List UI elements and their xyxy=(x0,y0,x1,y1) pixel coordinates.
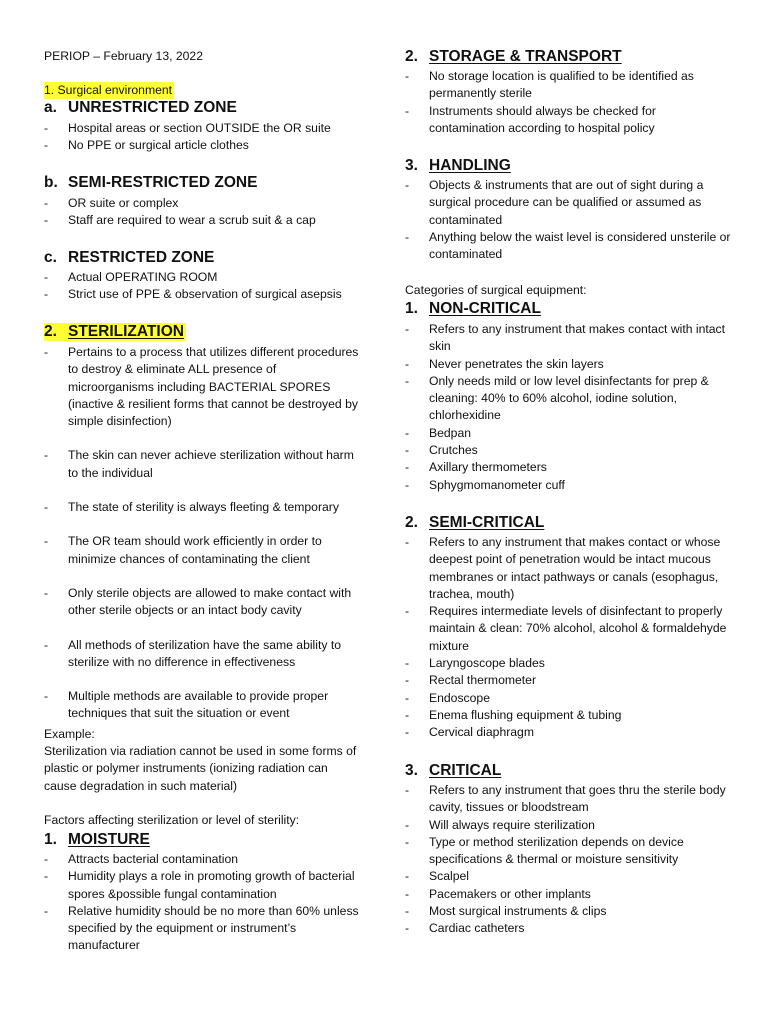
list-item: - Axillary thermometers xyxy=(405,459,735,476)
sterilization-heading: 2. STERILIZATION xyxy=(44,323,184,340)
list-item: - Relative humidity should be no more than 60% unless specified by the equipment or instrument’s manufacturer xyxy=(44,903,362,955)
moisture-list xyxy=(44,851,362,955)
list-item: - The OR team should work efficiently in order to minimize chances of contaminating the client xyxy=(44,533,362,568)
list-item: - Crutches xyxy=(405,442,735,459)
list-item: - All methods of sterilization have the same ability to sterilize with no difference in effectiveness xyxy=(44,637,362,672)
list-item: - Anything below the waist level is considered unsterile or contaminated xyxy=(405,229,735,264)
sterilization-list xyxy=(44,344,362,723)
critical-list xyxy=(405,782,735,938)
noncritical-heading: 1. NON-CRITICAL xyxy=(405,300,541,317)
list-item: - Only sterile objects are allowed to make contact with other sterile objects or an intact body cavity xyxy=(44,585,362,620)
list-item: - Attracts bacterial contamination xyxy=(44,851,362,868)
list-item: - Most surgical instruments & clips xyxy=(405,903,735,920)
handling-list xyxy=(405,177,735,263)
list-item: - Refers to any instrument that makes contact or whose deepest point of penetration would be intact mucous membranes or intact pathways or canals (esophagus, trachea, mouth) xyxy=(405,534,735,603)
semicritical-list xyxy=(405,534,735,742)
storage-list xyxy=(405,68,735,137)
list-item: - Scalpel xyxy=(405,868,735,885)
zone-a-list xyxy=(44,120,364,155)
list-item: - Laryngoscope blades xyxy=(405,655,735,672)
semicritical-title: SEMI-CRITICAL xyxy=(429,514,545,531)
list-item: - Humidity plays a role in promoting growth of bacterial spores &possible fungal contamination xyxy=(44,868,362,903)
sterilization-title: STERILIZATION xyxy=(68,323,184,340)
factors-intro: Factors affecting sterilization or level of sterility: xyxy=(44,813,300,827)
noncritical-list xyxy=(405,321,735,494)
list-item: - Actual OPERATING ROOM xyxy=(44,269,364,286)
document-title: PERIOP – February 13, 2022 xyxy=(44,49,203,63)
semicritical-heading: 2. SEMI-CRITICAL xyxy=(405,514,545,531)
list-item: - Bedpan xyxy=(405,425,735,442)
list-item: - Cervical diaphragm xyxy=(405,724,735,741)
zone-a-title: UNRESTRICTED ZONE xyxy=(68,99,237,116)
list-item: - OR suite or complex xyxy=(44,195,364,212)
zone-b-heading: b. SEMI-RESTRICTED ZONE xyxy=(44,174,258,191)
list-item: - Multiple methods are available to provide proper techniques that suit the situation or event xyxy=(44,688,362,723)
list-item: - Refers to any instrument that goes thru the sterile body cavity, tissues or bloodstream xyxy=(405,782,735,817)
list-item: - Will always require sterilization xyxy=(405,817,735,834)
list-item: - Refers to any instrument that makes contact with intact skin xyxy=(405,321,735,356)
list-item: - Objects & instruments that are out of sight during a surgical procedure can be qualified or assumed as contaminated xyxy=(405,177,735,229)
list-item: - Never penetrates the skin layers xyxy=(405,356,735,373)
list-item: - Enema flushing equipment & tubing xyxy=(405,707,735,724)
moisture-title: MOISTURE xyxy=(68,831,150,848)
storage-heading: 2. STORAGE & TRANSPORT xyxy=(405,48,622,65)
list-item: - Pertains to a process that utilizes different procedures to destroy & eliminate ALL presence of microorganisms including BACTERIAL SPORES (inactive & resilient forms that cannot be destroyed by simple disinfection) xyxy=(44,344,362,430)
zone-c-heading: c. RESTRICTED ZONE xyxy=(44,249,215,266)
storage-title: STORAGE & TRANSPORT xyxy=(429,48,622,65)
list-item: - Instruments should always be checked for contamination according to hospital policy xyxy=(405,103,735,138)
zone-c-title: RESTRICTED ZONE xyxy=(68,249,215,266)
example-label: Example: xyxy=(44,727,95,741)
zone-b-list xyxy=(44,195,364,230)
list-item: - The state of sterility is always fleeting & temporary xyxy=(44,499,362,516)
categories-intro: Categories of surgical equipment: xyxy=(405,283,587,297)
noncritical-title: NON-CRITICAL xyxy=(429,300,541,317)
zone-c-list xyxy=(44,269,364,304)
list-item: - Rectal thermometer xyxy=(405,672,735,689)
handling-heading: 3. HANDLING xyxy=(405,157,511,174)
list-item: - Type or method sterilization depends on device specifications & thermal or moisture sensitivity xyxy=(405,834,735,869)
list-item: - Sphygmomanometer cuff xyxy=(405,477,735,494)
section-1-label: 1. Surgical environment xyxy=(44,83,173,97)
zone-b-title: SEMI-RESTRICTED ZONE xyxy=(68,174,258,191)
list-item: - Cardiac catheters xyxy=(405,920,735,937)
list-item: - No storage location is qualified to be identified as permanently sterile xyxy=(405,68,735,103)
list-item: - The skin can never achieve sterilization without harm to the individual xyxy=(44,447,362,482)
handling-title: HANDLING xyxy=(429,157,511,174)
list-item: - Staff are required to wear a scrub suit & a cap xyxy=(44,212,364,229)
list-item: - Requires intermediate levels of disinfectant to properly maintain & clean: 70% alcohol, alcohol & formaldehyde mixture xyxy=(405,603,735,655)
list-item: - Only needs mild or low level disinfectants for prep & cleaning: 40% to 60% alcohol, iodine solution, chlorhexidine xyxy=(405,373,735,425)
example-text: Sterilization via radiation cannot be used in some forms of plastic or polymer instruments (ionizing radiation can cause degradation in such material) xyxy=(44,744,357,793)
moisture-heading: 1. MOISTURE xyxy=(44,831,150,848)
list-item: - Strict use of PPE & observation of surgical asepsis xyxy=(44,286,364,303)
critical-heading: 3. CRITICAL xyxy=(405,762,502,779)
zone-a-heading: a. UNRESTRICTED ZONE xyxy=(44,99,237,116)
critical-title: CRITICAL xyxy=(429,762,502,779)
list-item: - Hospital areas or section OUTSIDE the OR suite xyxy=(44,120,364,137)
list-item: - Endoscope xyxy=(405,690,735,707)
list-item: - Pacemakers or other implants xyxy=(405,886,735,903)
list-item: - No PPE or surgical article clothes xyxy=(44,137,364,154)
